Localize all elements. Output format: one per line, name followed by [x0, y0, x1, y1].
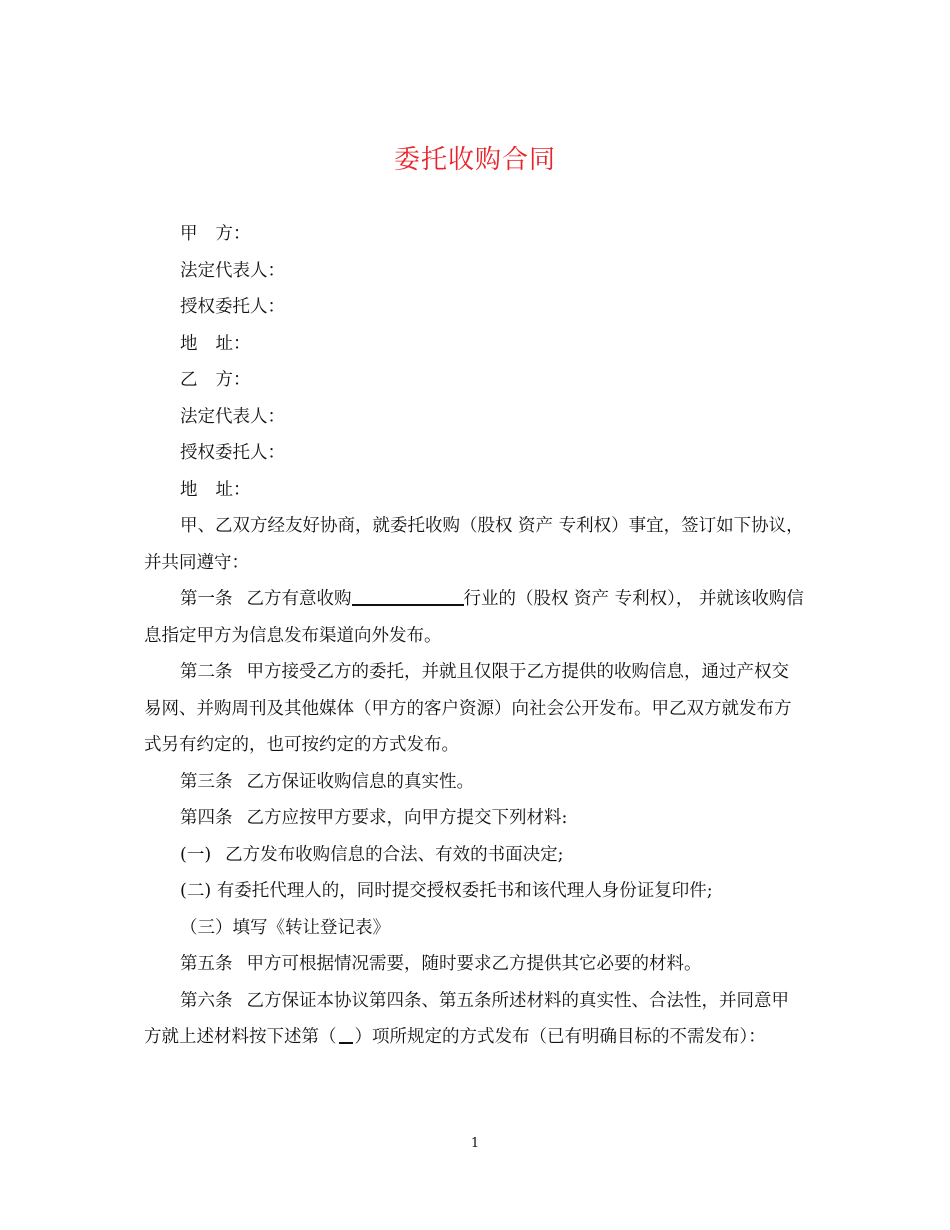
industry-blank[interactable]: [352, 584, 464, 606]
party-a-addr-2: 址：: [215, 333, 251, 354]
party-b-label-1: 乙: [180, 370, 198, 390]
article-1: [144, 581, 806, 654]
article-6-text-pre: 乙方保证本协议第四条、第五条所述材料的真实性、合法性，并同意甲方就上述材料按下述第（: [144, 990, 789, 1047]
party-b-addr-1: 地: [180, 479, 198, 500]
article-3: [144, 764, 806, 801]
article-4: [144, 800, 806, 837]
article-6: [144, 983, 806, 1056]
party-a-line: [144, 216, 806, 253]
article-3-text: 乙方保证收购信息的真实性。: [246, 771, 474, 792]
article-4-item-1: [144, 837, 806, 874]
page-number: 1: [470, 1136, 480, 1151]
party-b-addr-2: 址：: [215, 479, 251, 500]
contract-body: [144, 216, 806, 1056]
article-5: [144, 946, 806, 983]
preamble-paragraph: 甲、乙双方经友好协商，就委托收购（股权 资产 专利权）事宜，签订如下协议，并共同遵守：: [144, 516, 804, 573]
article-3-number: 第三条: [180, 771, 233, 792]
article-2-number: 第二条: [180, 662, 233, 682]
article-6-number: 第六条: [180, 990, 233, 1011]
article-4-item-2: (二) 有委托代理人的，同时提交授权委托书和该代理人身份证复印件;: [180, 881, 713, 901]
party-a-authorized: 授权委托人：: [180, 297, 285, 317]
article-1-number: 第一条: [180, 589, 233, 609]
article-4-item-3: （三）填写《转让登记表》: [180, 917, 390, 938]
article-4-text: 乙方应按甲方要求，向甲方提交下列材料:: [246, 808, 568, 828]
party-a-label-2: 方：: [215, 224, 251, 244]
document-title: 委托收购合同: [393, 145, 556, 175]
article-4-number: 第四条: [180, 808, 233, 828]
party-b-authorized: 授权委托人：: [180, 443, 285, 463]
article-2-text: 甲方接受乙方的委托，并就且仅限于乙方提供的收购信息，通过产权交易网、并购周刊及其他媒体（甲方的客户资源）向社会公开发布。甲乙双方就发布方式另有约定的，也可按约定的方式发布。: [144, 662, 792, 755]
article-1-text-pre: 乙方有意收购: [246, 589, 352, 609]
article-2: [144, 654, 806, 764]
party-a-label-1: 甲: [180, 224, 198, 244]
article-5-text: 甲方可根据情况需要，随时要求乙方提供其它必要的材料。: [246, 954, 702, 974]
article-4-item-1-text: 乙方发布收购信息的合法、有效的书面决定;: [225, 844, 564, 865]
party-a-legal-rep: 法定代表人：: [180, 260, 285, 281]
party-b-label-2: 方：: [215, 370, 251, 390]
article-1-text-post: 行业的（股权 资产 专利权）， 并就该收购信息指定甲方为信息发布渠道向外发布。: [144, 589, 804, 646]
party-b-line: [144, 362, 806, 399]
article-5-number: 第五条: [180, 954, 233, 974]
party-b-address: [144, 472, 806, 509]
option-number-blank[interactable]: [339, 1022, 353, 1044]
article-6-text-post: ）项所规定的方式发布（已有明确目标的不需发布）：: [354, 1027, 766, 1047]
party-b-legal-rep: 法定代表人：: [180, 406, 285, 427]
party-a-addr-1: 地: [180, 333, 198, 354]
article-4-item-1-number: (一): [180, 844, 212, 865]
party-a-address: [144, 326, 806, 363]
